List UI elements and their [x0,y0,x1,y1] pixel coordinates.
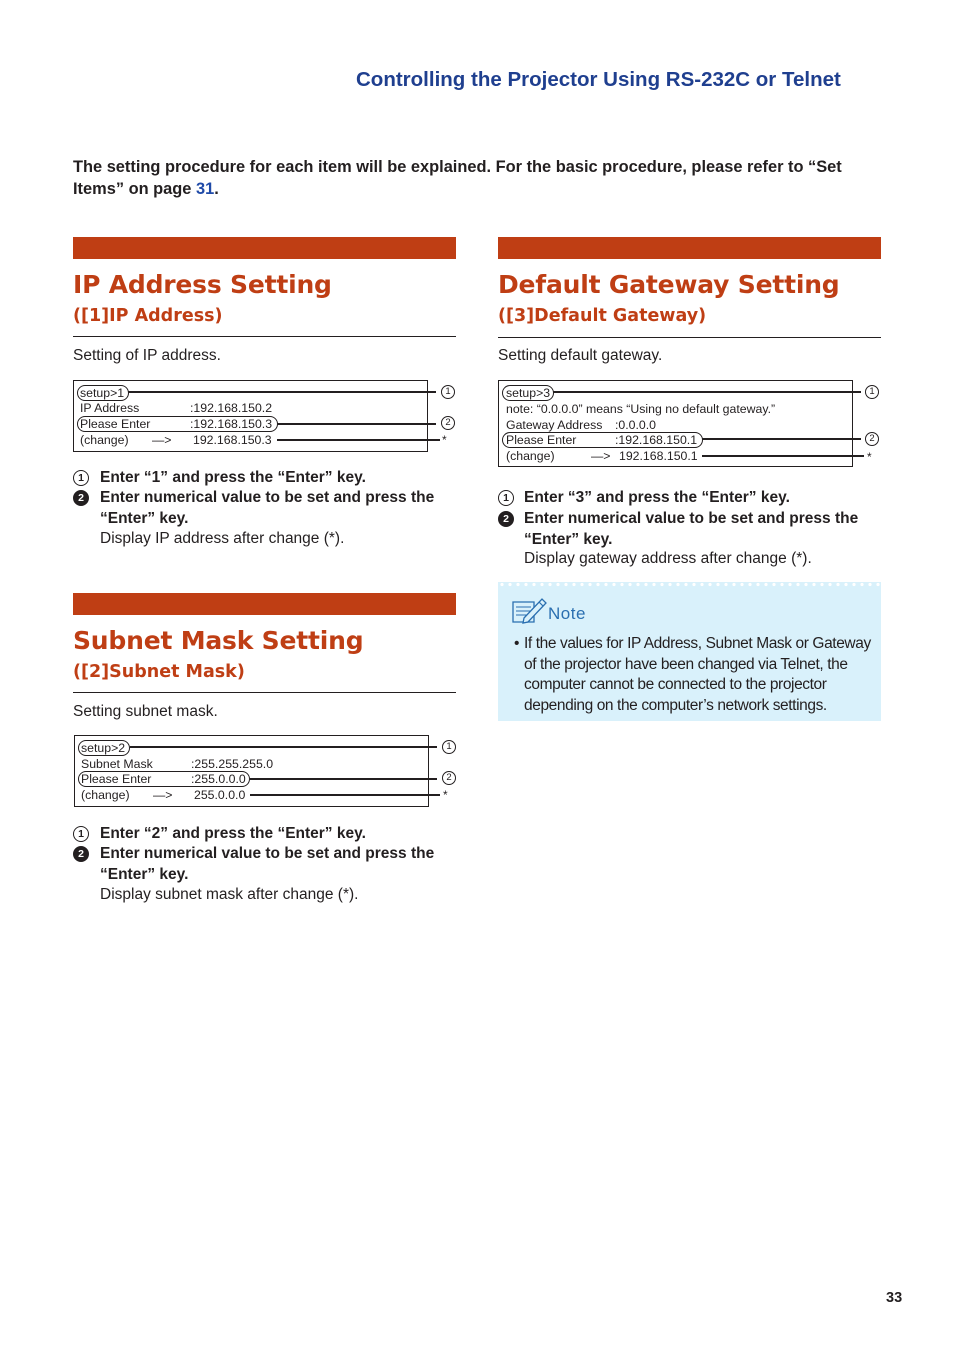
intro-text: The setting procedure for each item will be explained. For the basic procedure, please refer to “Set Items” on page [73,158,842,198]
subnet-terminal-row2-label: Please Enter [81,772,152,786]
subnet-step-1-badge: 1 [73,826,89,842]
ip-callout-line-1 [128,391,436,393]
ip-terminal-row3-value: 192.168.150.3 [193,433,272,447]
subnet-section-title: Subnet Mask Setting [73,626,364,655]
ip-terminal-row1-label: IP Address [80,401,140,415]
gateway-callout-1: 1 [865,385,879,399]
subnet-callout-2: 2 [442,771,456,785]
ip-section-description: Setting of IP address. [73,347,221,364]
subnet-section-rule [73,692,456,693]
subnet-terminal-prompt: setup>2 [81,741,126,755]
ip-section-subtitle: ([1]IP Address) [73,306,223,326]
gateway-step-2-badge: 2 [498,511,514,527]
page-number: 33 [886,1290,903,1306]
gateway-terminal-row1-value: :0.0.0.0 [615,418,657,432]
page-reference-link[interactable]: 31 [195,180,215,198]
ip-callout-1: 1 [441,385,455,399]
gateway-section-rule [498,337,881,338]
ip-section-title: IP Address Setting [73,270,332,299]
gateway-terminal-row3-value: 192.168.150.1 [619,449,698,463]
gateway-step-1-text: Enter “3” and press the “Enter” key. [524,489,790,506]
ip-step-note: Display IP address after change (*). [100,530,345,547]
ip-terminal-row1-value: :192.168.150.2 [190,401,273,415]
note-dotted-border [498,582,881,587]
pencil-icon [510,596,548,626]
subnet-callout-line-1 [130,746,437,748]
gateway-terminal-prompt: setup>3 [506,386,551,400]
intro-text-end: . [214,180,219,198]
gateway-terminal-box [498,380,853,467]
ip-callout-line-star [277,439,440,441]
gateway-terminal-row3-arrow: —> [591,449,611,463]
gateway-callout-2: 2 [865,432,879,446]
ip-section-rule [73,336,456,337]
subnet-terminal-row3-arrow: —> [153,788,173,802]
gateway-section-description: Setting default gateway. [498,347,663,364]
subnet-section-subtitle: ([2]Subnet Mask) [73,662,245,682]
gateway-callout-line-1 [553,391,861,393]
gateway-section-subtitle: ([3]Default Gateway) [498,306,707,326]
ip-step-2-badge: 2 [73,490,89,506]
ip-step-2-text: Enter numerical value to be set and press the “Enter” key. [100,489,435,527]
ip-terminal-prompt: setup>1 [80,386,125,400]
subnet-callout-star: * [443,788,448,802]
gateway-terminal-row1-label: Gateway Address [506,418,603,432]
ip-terminal-row3-arrow: —> [152,433,172,447]
gateway-terminal-note: note: “0.0.0.0” means “Using no default gateway.” [506,402,776,416]
gateway-step-2-text: Enter numerical value to be set and press the “Enter” key. [524,510,859,548]
gateway-step-1-badge: 1 [498,490,514,506]
ip-step-1-text: Enter “1” and press the “Enter” key. [100,469,366,486]
ip-terminal-row2-value: :192.168.150.3 [190,417,273,431]
note-label: Note [548,604,586,623]
subnet-section-bar [73,593,456,615]
note-box [498,582,881,721]
gateway-step-note: Display gateway address after change (*). [524,550,812,567]
subnet-terminal-row3-label: (change) [81,788,130,802]
ip-callout-star: * [442,433,447,447]
gateway-callout-star: * [867,450,872,464]
subnet-step-2-badge: 2 [73,846,89,862]
note-text: If the values for IP Address, Subnet Mask or Gateway of the projector have been changed via Telnet, the computer cannot be connected to the projector depending on the computer’s network settings. [524,635,871,714]
ip-callout-line-2 [277,423,436,425]
ip-step-1-badge: 1 [73,470,89,486]
gateway-callout-line-star [702,455,864,457]
gateway-callout-line-2 [702,438,861,440]
subnet-section-description: Setting subnet mask. [73,703,218,720]
gateway-terminal-row2-label: Please Enter [506,433,577,447]
subnet-terminal-row2-value: :255.0.0.0 [191,772,246,786]
subnet-terminal-row1-label: Subnet Mask [81,757,153,771]
subnet-step-2-text: Enter numerical value to be set and press the “Enter” key. [100,845,435,883]
intro-paragraph [73,156,885,200]
subnet-terminal-row1-value: :255.255.255.0 [191,757,274,771]
subnet-step-note: Display subnet mask after change (*). [100,886,359,903]
ip-terminal-row3-label: (change) [80,433,129,447]
ip-section-bar [73,237,456,259]
note-bullet: • [514,635,520,652]
ip-callout-2: 2 [441,416,455,430]
running-header: Controlling the Projector Using RS-232C or Telnet [356,68,841,91]
subnet-callout-1: 1 [442,740,456,754]
subnet-callout-line-2 [250,778,437,780]
subnet-callout-line-star [250,794,440,796]
subnet-step-1-text: Enter “2” and press the “Enter” key. [100,825,366,842]
gateway-section-title: Default Gateway Setting [498,270,840,299]
subnet-terminal-row3-value: 255.0.0.0 [194,788,246,802]
gateway-terminal-row3-label: (change) [506,449,555,463]
gateway-section-bar [498,237,881,259]
gateway-terminal-row2-value: :192.168.150.1 [615,433,698,447]
ip-terminal-row2-label: Please Enter [80,417,151,431]
